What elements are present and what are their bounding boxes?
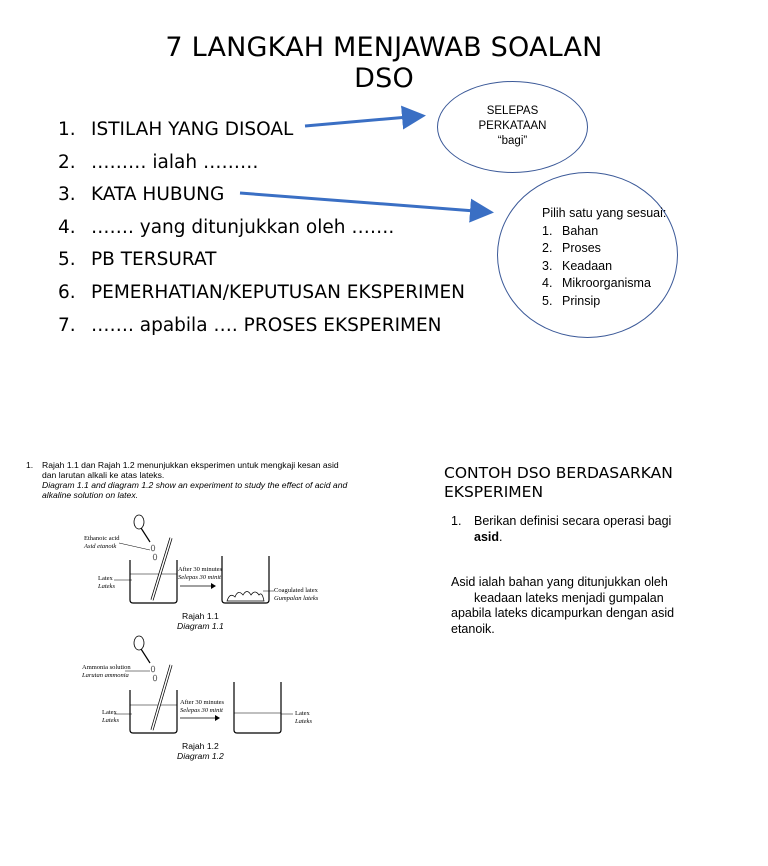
list-item: 5. PB TERSURAT <box>58 249 217 271</box>
diagram-caption: Rajah 1.1 <box>182 611 219 621</box>
dropper-bulb <box>134 515 144 529</box>
diagram-label: Selepas 30 minit <box>180 707 223 714</box>
list-item: 7. ……. apabila …. PROSES EKSPERIMEN <box>58 314 442 336</box>
diagram-1-2 <box>81 636 312 733</box>
diagram-label: Latex <box>295 710 310 717</box>
arrow-to-bubble-2 <box>240 193 488 212</box>
diagram-label: Latex <box>98 575 113 582</box>
arrow-to-bubble-1 <box>305 116 420 126</box>
dropper-bulb <box>134 636 144 650</box>
diagram-label: Asid etanoik <box>84 543 117 550</box>
sub-question: 1. Berikan definisi secara operasi bagi asid. <box>451 514 672 544</box>
coagulated-latex <box>227 592 264 602</box>
diagram-label: Ethanoic acid <box>84 535 120 542</box>
beaker <box>234 682 281 733</box>
list-item: 1. ISTILAH YANG DISOAL <box>58 119 294 140</box>
diagram-label: Gumpalan lateks <box>274 595 319 602</box>
list-item: 1. Bahan <box>542 223 599 238</box>
list-item: 5. Prinsip <box>542 293 601 308</box>
diagram-label: Coagulated latex <box>274 587 318 594</box>
diagram-label: Lateks <box>102 717 119 724</box>
list-item: 4. Mikroorganisma <box>542 276 651 290</box>
list-item: 2. ……… ialah ……… <box>58 151 259 173</box>
ammonia-drop <box>151 666 155 672</box>
choice-list <box>542 223 677 311</box>
diagram-label: Selepas 30 minit <box>178 574 221 581</box>
acid-drop <box>153 554 157 560</box>
process-arrow <box>215 715 220 721</box>
list-item: 3. Keadaan <box>542 258 613 273</box>
diagram-caption: Diagram 1.2 <box>177 751 224 761</box>
ammonia-drop <box>153 675 157 681</box>
label-pointer <box>119 543 150 550</box>
diagram-1-1 <box>83 515 319 603</box>
diagram-label: Latex <box>102 709 117 716</box>
bubble-choices: Pilih satu yang sesuai: 1. Bahan 2. Proses 3. Keadaan 4. Mikroorganisma 5. Prinsip <box>497 172 678 338</box>
process-arrow <box>211 583 216 589</box>
experiment-diagrams <box>22 460 362 765</box>
question-image: 1. Rajah 1.1 dan Rajah 1.2 menunjukkan eksperimen untuk mengkaji kesan asid dan larutan alkali ke atas lateks. Diagram 1.1 and diagram 1.2 show an experiment to study the effect of acid and alkaline solution on latex. Ethanoic acid Asid etanoik Latex Lateks After 30 minutes Selepas 30 minit Coagulated latex Gumpalan lateks Rajah 1.1 Diagram 1.1 Ammonia solution Larutan ammonia Latex Lateks After 30 minutes Selepas 30 minit Latex Lateks Rajah 1.2 Diagram 1.2 <box>22 460 362 765</box>
diagram-label: Larutan ammonia <box>82 672 129 679</box>
diagram-label: Lateks <box>295 718 312 725</box>
diagram-caption: Diagram 1.1 <box>177 621 224 631</box>
example-heading: CONTOH DSO BERDASARKAN EKSPERIMEN <box>444 464 673 501</box>
bubble-selepas: SELEPAS PERKATAAN “bagi” <box>437 81 588 173</box>
diagram-caption: Rajah 1.2 <box>182 741 219 751</box>
list-item: 2. Proses <box>542 241 601 255</box>
list-item: 4. ……. yang ditunjukkan oleh ……. <box>58 216 395 238</box>
acid-drop <box>151 545 155 551</box>
page-title: 7 LANGKAH MENJAWAB SOALAN DSO <box>165 32 603 94</box>
diagram-label: After 30 minutes <box>178 566 223 573</box>
diagram-label: After 30 minutes <box>180 699 225 706</box>
list-item: 3. KATA HUBUNG <box>58 184 225 206</box>
answer-text: Asid ialah bahan yang ditunjukkan oleh keadaan lateks menjadi gumpalan apabila lateks dicampurkan dengan asid etanoik. <box>451 575 675 636</box>
dropper-tube <box>141 649 150 663</box>
diagram-label: Ammonia solution <box>82 664 131 671</box>
diagram-label: Lateks <box>98 583 115 590</box>
list-item: 6. PEMERHATIAN/KEPUTUSAN EKSPERIMEN <box>58 281 465 303</box>
dropper-tube <box>141 528 150 542</box>
